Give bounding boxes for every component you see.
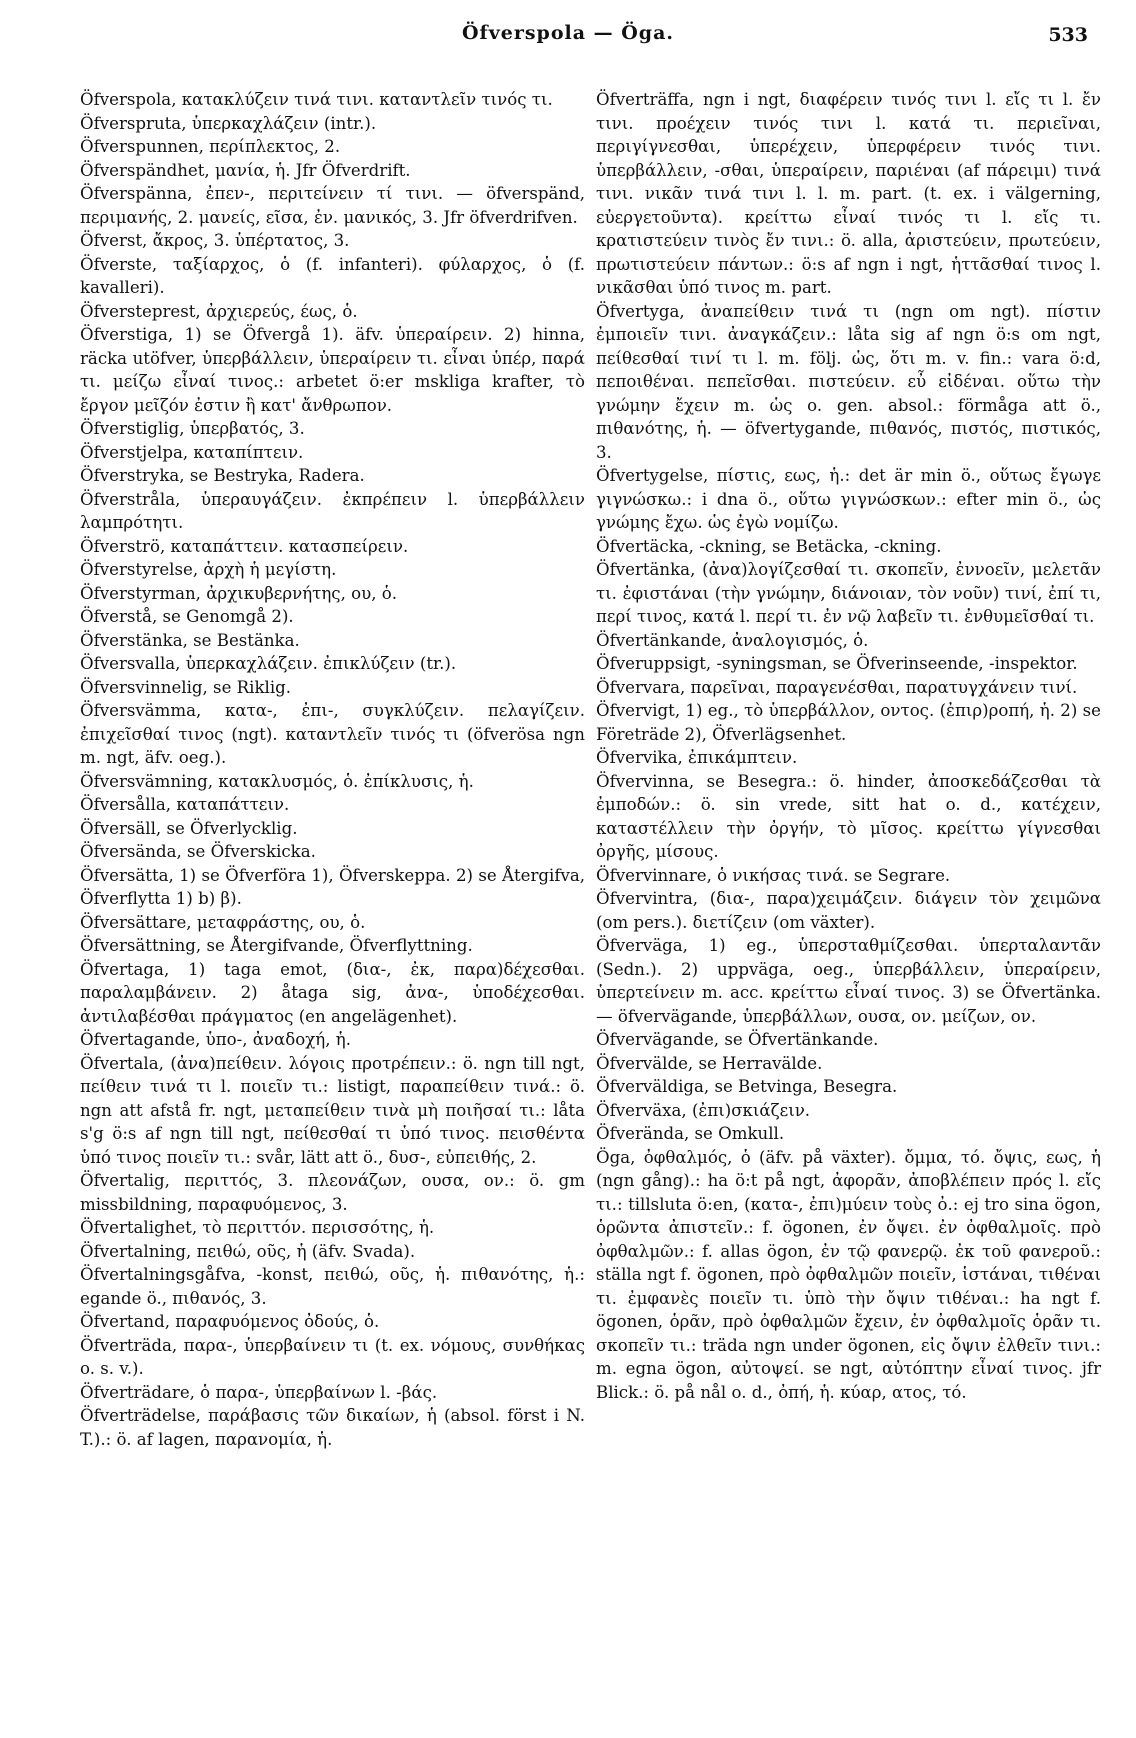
dictionary-entry: Öfvertänkande, ἀναλογισμός, ὁ. — [596, 630, 869, 650]
dictionary-entry: Öfverstjelpa, καταπίπτειν. — [80, 442, 304, 462]
dictionary-entry: Öfverträdare, ὁ παρα-, ὑπερβαίνων l. -βάς. — [80, 1382, 438, 1402]
dictionary-entry: Öfvertygelse, πίστις, εως, ἡ.: det är min ö., οὕτως ἔγωγε γιγνώσκω.: i dna ö., οὕτω γιγνώσκων.: efter min ö., ὡς γνώμης ἔχω. ὡς ἐγὼ νομίζω. — [596, 466, 1101, 532]
dictionary-entry: Öfvervinna, se Besegra.: ö. hinder, ἀποσκεδάζεσθαι τὰ ἐμποδών.: ö. sin vrede, sitt hat o. d., κατέχειν, καταστέλλειν τὴν ὀργήν, τὸ μῖσος. κρείττω γίγνεσθαι ὀργῆς, μίσους. — [596, 771, 1101, 861]
dictionary-entry: Öfversäll, se Öfverlycklig. — [80, 818, 298, 838]
dictionary-entry: Öfvervälde, se Herravälde. — [596, 1053, 823, 1073]
dictionary-entry: Öfverstryka, se Bestryka, Radera. — [80, 466, 365, 485]
dictionary-entry: Öfversvalla, ὑπερκαχλάζειν. ἐπικλύζειν (tr.). — [80, 654, 457, 673]
dictionary-entry: Öfverste, ταξίαρχος, ὁ (f. infanteri). φύλαρχος, ὁ (f. kavalleri). — [80, 254, 585, 297]
dictionary-entry: Öfverträffa, ngn i ngt, διαφέρειν τινός τινι l. εἴς τι l. ἔν τινι. προέχειν τινός τινι l. κατά τι. περιεῖναι, περιγίγνεσθαι, ὑπερέχειν, ὑπερφέρειν τινός τινι. ὑπερβάλλειν, -σθαι, ὑπεραίρειν, παριέναι (af πάρειμι) τινά τινι. νικᾶν τινά τινι l. l. m. part. (t. ex. i välgerning, εὐεργετοῦντα). κρείττω εἶναί τινός τι l. εἴς τι. κρατιστεύειν τινὸς ἔν τινι.: ö. alla, ἀριστεύειν, πρωτεύειν, πρωτιστεύειν πάντων.: ö:s af ngn i ngt, ἡττᾶσθαί τινος l. νικᾶσθαι ὑπό τινος m. part. — [596, 90, 1101, 297]
dictionary-entry: Öfversättare, μεταφράστης, ου, ὁ. — [80, 912, 366, 932]
dictionary-entry: Öfverväxa, (ἐπι)σκιάζειν. — [596, 1100, 811, 1120]
dictionary-entry: Öfvervigt, 1) eg., τὸ ὑπερβάλλον, οντος. (ἐπιρ)ροπή, ἡ. 2) se Företräde 2), Öfverlägsenhet. — [596, 701, 1101, 744]
dictionary-entry: Öfverstyrman, ἀρχικυβερνήτης, ου, ὁ. — [80, 583, 398, 603]
page-header — [0, 22, 1136, 62]
left-column — [80, 88, 585, 1451]
dictionary-entry: Öfvervinnare, ὁ νικήσας τινά. se Segrare. — [596, 865, 951, 885]
dictionary-entry: Öfverspola, κατακλύζειν τινά τινι. καταντλεῖν τινός τι. — [80, 90, 553, 109]
dictionary-entry: Öfverspunnen, περίπλεκτος, 2. — [80, 137, 341, 156]
dictionary-entry: Öfverspänna, ἐπεν-, περιτείνειν τί τινι. — öfverspänd, περιμανής, 2. μανείς, εῖσα, ἐν. μανικός, 3. Jfr öfverdrifven. — [80, 184, 585, 227]
dictionary-entry: Öfverstiglig, ὑπερβατός, 3. — [80, 419, 305, 438]
dictionary-entry: Öfverända, se Omkull. — [596, 1124, 785, 1143]
dictionary-entry: Öfversvämning, κατακλυσμός, ὁ. ἐπίκλυσις, ἡ. — [80, 771, 474, 791]
dictionary-entry: Öfversålla, καταπάττειν. — [80, 795, 290, 814]
dictionary-entry: Öfvervägande, se Öfvertänkande. — [596, 1030, 879, 1049]
dictionary-entry: Öfverstiga, 1) se Öfvergå 1). äfv. ὑπεραίρειν. 2) hinna, räcka utöfver, ὑπερβάλλειν, ὑπεραίρειν τι. εἶναι ὑπέρ, παρά τι. μείζω εἶναί τινος.: arbetet ö:er mskliga krafter, τὸ ἔργον μεῖζόν ἐστιν ἢ κατ' ἄνθρωπον. — [80, 325, 585, 415]
dictionary-entry: Öfvertäcka, -ckning, se Betäcka, -ckning. — [596, 536, 942, 556]
dictionary-entry: Öfvertala, (ἀνα)πείθειν. λόγοις προτρέπειν.: ö. ngn till ngt, πείθειν τινά τι l. ποιεῖν τι.: listigt, παραπείθειν τινά.: ö. ngn att afstå fr. ngt, μεταπείθειν τινὰ μὴ ποιῆσαί τι.: låta s'g ö:s af ngn till ngt, πείθεσθαί τι ὑπό τινος. πεισθέντα ὑπό τινος ποιεῖν τι.: svår, lätt att ö., δυσ-, εὐπειθής, 2. — [80, 1053, 585, 1167]
dictionary-entry: Öfversvämma, κατα-, ἐπι-, συγκλύζειν. πελαγίζειν. ἐπιχεῖσθαί τινος (ngt). καταντλεῖν τινός τι (öfverösa ngn m. ngt, äfv. oeg.). — [80, 701, 585, 767]
dictionary-entry: Öfversteprest, ἀρχιερεύς, έως, ὁ. — [80, 301, 358, 321]
page-number: 533 — [1048, 24, 1088, 46]
dictionary-entry: Öfvertalning, πειθώ, οῦς, ἡ (äfv. Svada). — [80, 1241, 416, 1261]
dictionary-entry: Öfverst, ἄκρος, 3. ὑπέρτατος, 3. — [80, 231, 350, 250]
dictionary-entry: Öfverträda, παρα-, ὑπερβαίνειν τι (t. ex. νόμους, συνθήκας o. s. v.). — [80, 1335, 585, 1378]
dictionary-entry: Öfvertaga, 1) taga emot, (δια-, ἐκ, παρα)δέχεσθαι. παραλαμβάνειν. 2) åtaga sig, ἀνα-, ὑποδέχεσθαι. ἀντιλαβέσθαι πράγματος (en angelägenhet). — [80, 959, 585, 1026]
right-column — [596, 88, 1101, 1404]
dictionary-entry: Öfveruppsigt, -syningsman, se Öfverinseende, -inspektor. — [596, 654, 1078, 673]
running-head: Öfverspola — Öga. — [461, 22, 675, 44]
dictionary-entry: Öfvertänka, (ἀνα)λογίζεσθαί τι. σκοπεῖν, ἐννοεῖν, μελετᾶν τι. ἐφιστάναι (τὴν γνώμην, διάνοιαν, τὸν νοῦν) τινί, ἐπί τι, περί τινος, κατά l. περί τι. ἐν νῷ λαβεῖν τι. ἐνθυμεῖσθαί τι. — [596, 560, 1101, 626]
dictionary-entry: Öfverspändhet, μανία, ἡ. Jfr Öfverdrift. — [80, 160, 411, 180]
dictionary-entry: Öfvertalig, περιττός, 3. πλεονάζων, ουσα, ον.: ö. gm missbildning, παραφυόμενος, 3. — [80, 1171, 585, 1214]
dictionary-entry: Öfvervara, παρεῖναι, παραγενέσθαι, παρατυγχάνειν τινί. — [596, 677, 1078, 697]
dictionary-entry: Öfvertalighet, τὸ περιττόν. περισσότης, ἡ. — [80, 1218, 435, 1237]
dictionary-entry: Öfverspruta, ὑπερκαχλάζειν (intr.). — [80, 113, 377, 133]
dictionary-entry: Öfverträdelse, παράβασις τῶν δικαίων, ἡ (absol. först i N. T.).: ö. af lagen, παρανομία, ἡ. — [80, 1406, 585, 1449]
dictionary-entry: Öfverväldiga, se Betvinga, Besegra. — [596, 1077, 898, 1096]
dictionary-entry: Öfverströ, καταπάττειν. κατασπείρειν. — [80, 536, 409, 556]
dictionary-entry: Öga, ὀφθαλμός, ὁ (äfv. på växter). ὄμμα, τό. ὄψις, εως, ἡ (ngn gång).: ha ö:t på ngt, ἀφορᾶν, ἀποβλέπειν πρός l. εἴς τι.: tillsluta ö:en, (κατα-, ἐπι)μύειν τοὺς ὀ.: ej tro sina ögon, ὁρῶντα ἀπιστεῖν.: f. ögonen, ἐν ὄψει. ἐν ὀφθαλμοῖς. πρὸ ὀφθαλμῶν.: f. allas ögon, ἐν τῷ φανερῷ. ἐκ τοῦ φανεροῦ.: ställa ngt f. ögonen, πρὸ ὀφθαλμῶν ποιεῖν, ἱστάναι, τιθέναι τι. ἐμφανὲς ποιεῖν τι. ὑπὸ τὴν ὄψιν τιθέναι.: ha ngt f. ögonen, ὁρᾶν, πρὸ ὀφθαλμῶν ἔχειν, ἐν ὀφθαλμοῖς ὁρᾶν τι. σκοπεῖν τι.: träda ngn under ögonen, εἰς ὄψιν ἐλθεῖν τινι.: m. egna ögon, αὐτοψεί. se ngt, αὐτόπτην εἶναί τινος. jfr Blick.: ö. på nål o. d., ὀπή, ἡ. κύαρ, ατος, τό. — [596, 1147, 1101, 1402]
dictionary-entry: Öfverstå, se Genomgå 2). — [80, 607, 294, 626]
dictionary-entry: Öfverstänka, se Bestänka. — [80, 630, 300, 650]
dictionary-entry: Öfverväga, 1) eg., ὑπερσταθμίζεσθαι. ὑπερταλαντᾶν (Sedn.). 2) uppväga, oeg., ὑπερβάλλειν, ὑπεραίρειν, ὑπερτείνειν m. acc. κρείττω εἶναί τινος. 3) se Öfvertänka. — öfvervägande, ὑπερβάλλων, ουσα, ον. μείζων, ον. — [596, 936, 1101, 1026]
dictionary-entry: Öfverstyrelse, ἀρχὴ ἡ μεγίστη. — [80, 560, 337, 579]
dictionary-entry: Öfvertagande, ὑπο-, ἀναδοχή, ἡ. — [80, 1030, 352, 1049]
dictionary-entry: Öfvertalningsgåfva, -konst, πειθώ, οῦς, ἡ. πιθανότης, ἡ.: egande ö., πιθανός, 3. — [80, 1265, 585, 1308]
dictionary-entry: Öfvertand, παραφυόμενος ὀδούς, ὁ. — [80, 1312, 380, 1331]
dictionary-entry: Öfvervika, ἐπικάμπτειν. — [596, 748, 798, 767]
dictionary-entry: Öfvertyga, ἀναπείθειν τινά τι (ngn om ngt). πίστιν ἐμποιεῖν τινι. ἀναγκάζειν.: låta sig af ngn ö:s om ngt, πείθεσθαί τινί τι l. m. följ. ὡς, ὅτι m. v. fin.: vara ö:d, πεποιθέναι. πεπεῖσθαι. πιστεύειν. εὖ εἰδέναι. οὕτω τὴν γνώμην ἔχειν m. ὡς o. gen. absol.: förmåga att ö., πιθανότης, ἡ. — öfvertygande, πιθανός, πιστός, πιστικός, 3. — [596, 301, 1101, 462]
dictionary-entry: Öfversättning, se Återgifvande, Öfverflyttning. — [80, 936, 473, 955]
dictionary-entry: Öfvervintra, (δια-, παρα)χειμάζειν. διάγειν τὸν χειμῶνα (om pers.). διετίζειν (om växter). — [596, 889, 1101, 932]
dictionary-entry: Öfverstråla, ὑπεραυγάζειν. ἐκπρέπειν l. ὑπερβάλλειν λαμπρότητι. — [80, 489, 585, 532]
dictionary-entry: Öfversvinnelig, se Riklig. — [80, 677, 292, 697]
dictionary-entry: Öfversända, se Öfverskicka. — [80, 842, 316, 861]
dictionary-entry: Öfversätta, 1) se Öfverföra 1), Öfverskeppa. 2) se Återgifva, Öfverflytta 1) b) β). — [80, 865, 585, 908]
